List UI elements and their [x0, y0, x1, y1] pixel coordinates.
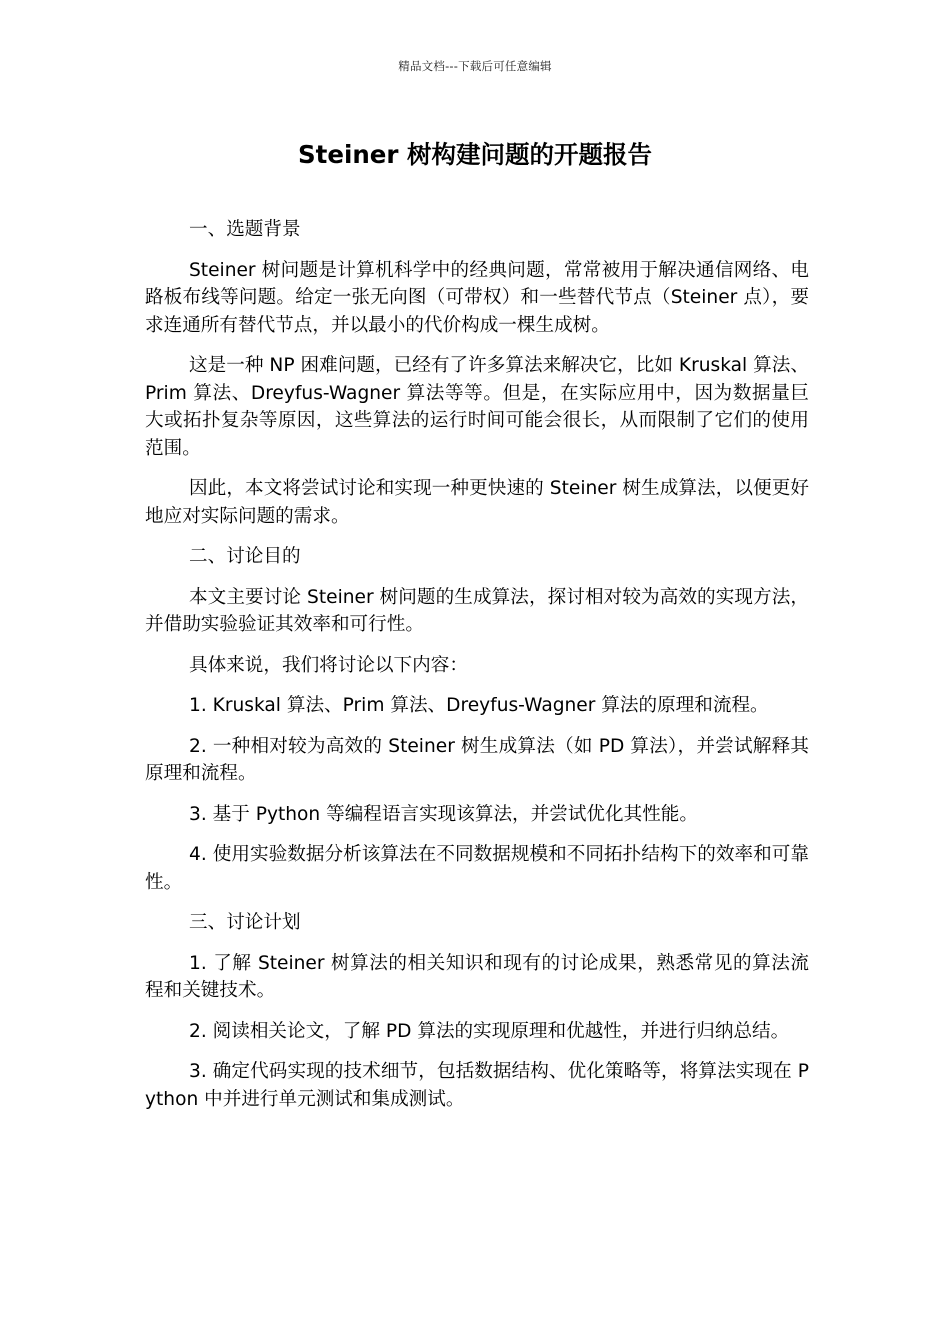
paragraph: 因此，本文将尝试讨论和实现一种更快速的 Steiner 树生成算法，以便更好地应对实际问题的需求。: [145, 478, 809, 527]
paragraph: 这是一种 NP 困难问题，已经有了许多算法来解决它，比如 Kruskal 算法、Prim 算法、Dreyfus-Wagner 算法等等。但是，在实际应用中，因为数据量巨大或拓扑复杂等原因，这些算法的运行时间可能会很长，从而限制了它们的使用范围。: [145, 355, 809, 459]
paragraph: 具体来说，我们将讨论以下内容：: [189, 654, 468, 676]
paragraph: Steiner 树问题是计算机科学中的经典问题，常常被用于解决通信网络、电路板布线等问题。给定一张无向图（可带权）和一些替代节点（Steiner 点），要求连通所有替代节点，并以最小的代价构成一棵生成树。: [145, 259, 809, 336]
document-body: [145, 216, 809, 1126]
section-heading-background: 一、选题背景: [189, 219, 301, 240]
section-heading-plan: 三、讨论计划: [189, 912, 301, 933]
list-item: 3. 确定代码实现的技术细节，包括数据结构、优化策略等，将算法实现在 Python 中并进行单元测试和集成测试。: [145, 1061, 809, 1110]
section-heading-purpose: 二、讨论目的: [189, 546, 301, 567]
list-item: 2. 一种相对较为高效的 Steiner 树生成算法（如 PD 算法），并尝试解释其原理和流程。: [145, 735, 809, 784]
list-item: 3. 基于 Python 等编程语言实现该算法，并尝试优化其性能。: [189, 803, 698, 825]
paragraph: 本文主要讨论 Steiner 树问题的生成算法，探讨相对较为高效的实现方法，并借助实验验证其效率和可行性。: [145, 586, 809, 635]
list-item: 1. 了解 Steiner 树算法的相关知识和现有的讨论成果，熟悉常见的算法流程和关键技术。: [145, 952, 809, 1001]
list-item: 1. Kruskal 算法、Prim 算法、Dreyfus-Wagner 算法的原理和流程。: [189, 695, 769, 716]
header-note: 精品文档---下载后可任意编辑: [398, 59, 552, 73]
list-item: 2. 阅读相关论文，了解 PD 算法的实现原理和优越性，并进行归纳总结。: [189, 1020, 790, 1042]
list-item: 4. 使用实验数据分析该算法在不同数据规模和不同拓扑结构下的效率和可靠性。: [145, 844, 809, 893]
document-title: Steiner 树构建问题的开题报告: [297, 140, 653, 169]
